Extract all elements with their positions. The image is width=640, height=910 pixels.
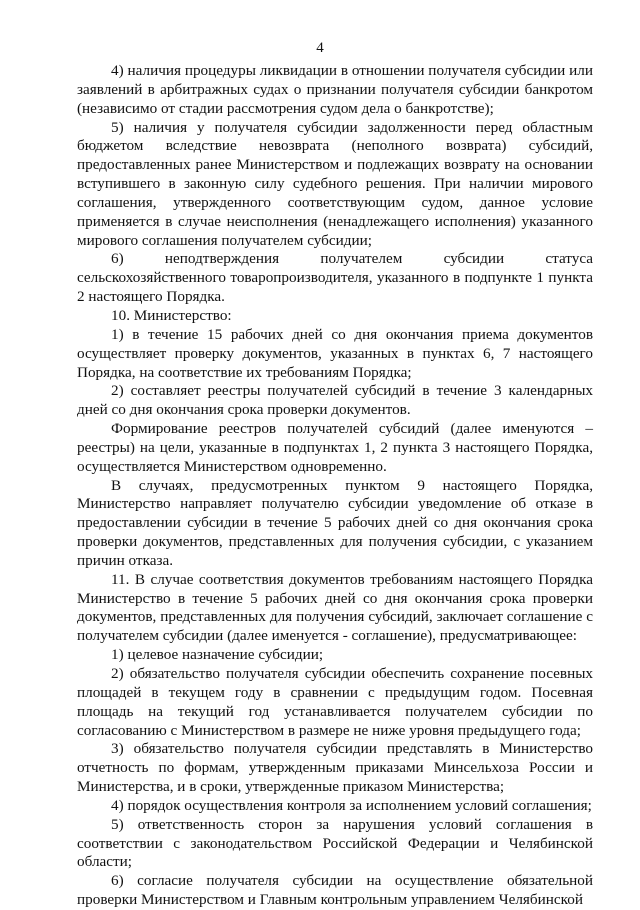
- paragraph: 6) согласие получателя субсидии на осуществление обязательной проверки Министерством и Главным контрольным управлением Челябинской: [77, 872, 593, 909]
- paragraph: 5) наличия у получателя субсидии задолженности перед областным бюджетом вследствие невозврата (неполного возврата) субсидий, предоставленных ранее Министерством и подлежащих возврату на основании вступившего в законную силу судебного решения. При наличии мирового соглашения, утвержденного соответствующим судом, данное условие применяется в случае неисполнения (ненадлежащего исполнения) указанного мирового соглашения получателем субсидии;: [77, 118, 593, 249]
- paragraph: 4) порядок осуществления контроля за исполнением условий соглашения;: [111, 796, 592, 814]
- paragraph: В случаях, предусмотренных пунктом 9 настоящего Порядка, Министерство направляет получателю субсидии уведомление об отказе в предоставлении субсидии в течение 5 рабочих дней со дня окончания срока проверки документов, представленных для получения субсидии, с указанием причин отказа.: [77, 476, 593, 569]
- document-body: [77, 62, 593, 910]
- paragraph: 4) наличия процедуры ликвидации в отношении получателя субсидии или заявлений в арбитражных судах о признании получателя субсидии банкротом (независимо от стадии рассмотрения судом дела о банкротстве);: [77, 62, 593, 117]
- paragraph: 6) неподтверждения получателем субсидии статуса сельскохозяйственного товаропроизводителя, указанного в подпункте 1 пункта 2 настоящего Порядка.: [77, 250, 593, 306]
- paragraph: 1) целевое назначение субсидии;: [111, 646, 324, 664]
- page-number: 4: [316, 40, 324, 56]
- paragraph: 2) обязательство получателя субсидии обеспечить сохранение посевных площадей в текущем году в сравнении с предыдущим годом. Посевная площадь на текущий год устанавливается получателем субсидии по согласованию с Министерством в размере не ниже уровня предыдущего года;: [77, 665, 593, 739]
- paragraph: Формирование реестров получателей субсидий (далее именуются – реестры) на цели, указанные в подпунктах 1, 2 пункта 3 настоящего Порядка, осуществляется Министерством одновременно.: [77, 420, 593, 475]
- paragraph: 10. Министерство:: [111, 306, 232, 324]
- paragraph: 11. В случае соответствия документов требованиям настоящего Порядка Министерство в течение 5 рабочих дней со дня окончания срока проверки документов, представленных для получения субсидий, заключает соглашение с получателем субсидии (далее именуется - соглашение), предусматривающее:: [77, 570, 593, 645]
- paragraph: 3) обязательство получателя субсидии представлять в Министерство отчетность по формам, утвержденным приказами Минсельхоза России и Министерства, и в сроки, утвержденные приказом Министерства;: [77, 740, 593, 796]
- paragraph: 2) составляет реестры получателей субсидий в течение 3 календарных дней со дня окончания срока проверки документов.: [77, 382, 593, 419]
- paragraph: 1) в течение 15 рабочих дней со дня окончания приема документов осуществляет проверку документов, указанных в пунктах 6, 7 настоящего Порядка, на соответствие их требованиям Порядка;: [77, 325, 593, 381]
- paragraph: 5) ответственность сторон за нарушения условий соглашения в соответствии с законодательством Российской Федерации и Челябинской области;: [77, 815, 593, 871]
